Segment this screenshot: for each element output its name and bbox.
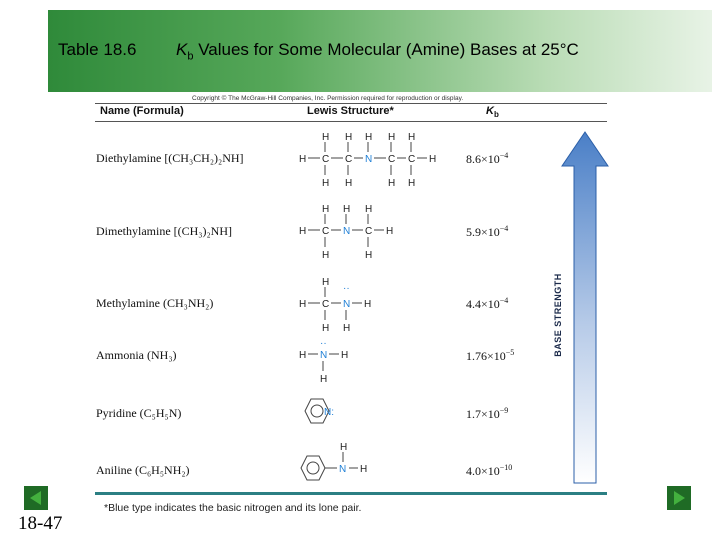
triangle-left-icon <box>24 486 48 510</box>
svg-text:H: H <box>429 154 437 165</box>
top-rule <box>95 103 607 104</box>
kb-value-methylamine <box>466 296 508 312</box>
kb-exponent: −4 <box>499 224 509 233</box>
kb-value-dimethylamine <box>466 224 508 240</box>
row-name-pyridine: Pyridine (C₅H₅N) <box>96 406 182 420</box>
svg-text:C: C <box>408 154 416 165</box>
svg-text:N: N <box>343 299 351 310</box>
lewis-aniline <box>295 440 395 486</box>
svg-text:N: N <box>320 350 328 361</box>
table-title <box>176 40 579 62</box>
kb-mantissa: 4.0×10 <box>466 464 500 478</box>
row-name-aniline: Aniline (C₆H₅NH₂) <box>96 463 190 477</box>
copyright-notice: Copyright © The McGraw-Hill Companies, Inc. Permission required for reproduction or display. <box>192 95 464 102</box>
svg-text:C: C <box>322 226 330 237</box>
svg-text:H: H <box>345 132 353 143</box>
kb-mantissa: 4.4×10 <box>466 297 500 311</box>
kb-value-pyridine <box>466 406 508 422</box>
svg-text:··: ·· <box>343 283 350 294</box>
svg-text:H: H <box>343 323 351 333</box>
row-name-ammonia: Ammonia (NH₃) <box>96 348 177 362</box>
kb-subscript: b <box>187 50 194 63</box>
svg-text:H: H <box>299 226 307 237</box>
svg-text:H: H <box>386 226 394 237</box>
column-header-structure: Lewis Structure* <box>307 105 394 117</box>
svg-text:H: H <box>322 277 330 288</box>
kb-exponent: −4 <box>499 296 509 305</box>
svg-text:H: H <box>408 178 416 188</box>
lewis-pyridine <box>295 396 375 430</box>
svg-text:H: H <box>322 250 330 260</box>
kb-header-symbol: K <box>486 105 494 117</box>
svg-text:H: H <box>365 204 373 215</box>
lewis-methylamine <box>295 275 395 333</box>
svg-text:H: H <box>364 299 372 310</box>
svg-text:H: H <box>299 299 307 310</box>
svg-text:C: C <box>365 226 373 237</box>
svg-text:N: N <box>365 154 373 165</box>
kb-exponent: −10 <box>499 463 513 472</box>
title-text: Values for Some Molecular (Amine) Bases at 25°C <box>193 40 579 59</box>
svg-text:H: H <box>320 374 328 385</box>
kb-value-aniline <box>466 463 512 479</box>
kb-mantissa: 5.9×10 <box>466 225 500 239</box>
svg-text:H: H <box>322 132 330 143</box>
svg-text:H: H <box>408 132 416 143</box>
svg-text:C: C <box>322 299 330 310</box>
kb-header-subscript: b <box>493 110 499 120</box>
svg-text:H: H <box>388 132 396 143</box>
kb-exponent: −5 <box>505 348 515 357</box>
kb-symbol: K <box>176 40 188 59</box>
slide-number: 18-47 <box>18 513 63 534</box>
next-slide-button[interactable] <box>667 486 691 510</box>
triangle-right-icon <box>667 486 691 510</box>
kb-mantissa: 1.7×10 <box>466 407 500 421</box>
footnote: *Blue type indicates the basic nitrogen and its lone pair. <box>104 502 362 514</box>
svg-text:H: H <box>343 204 351 215</box>
base-strength-label: BASE STRENGTH <box>553 273 563 357</box>
kb-mantissa: 1.76×10 <box>466 349 506 363</box>
svg-text:H: H <box>345 178 353 188</box>
kb-mantissa: 8.6×10 <box>466 152 500 166</box>
svg-text:N:: N: <box>324 407 334 418</box>
svg-text:H: H <box>299 154 307 165</box>
svg-text:H: H <box>322 323 330 333</box>
svg-text:H: H <box>340 442 348 453</box>
svg-text:H: H <box>360 464 368 475</box>
lewis-dimethylamine <box>295 202 415 260</box>
lewis-ammonia <box>295 338 375 386</box>
svg-text:C: C <box>345 154 353 165</box>
previous-slide-button[interactable] <box>24 486 48 510</box>
bottom-rule <box>95 492 607 495</box>
row-name-methylamine: Methylamine (CH₃NH₂) <box>96 296 214 310</box>
row-name-diethylamine: Diethylamine [(CH₃CH₂)₂NH] <box>96 151 244 165</box>
svg-text:N: N <box>343 226 351 237</box>
table-number: Table 18.6 <box>58 40 137 59</box>
lewis-diethylamine <box>295 130 445 188</box>
svg-text:H: H <box>388 178 396 188</box>
kb-exponent: −4 <box>499 151 509 160</box>
svg-text:H: H <box>322 178 330 188</box>
header-rule <box>95 121 607 122</box>
svg-text:H: H <box>365 250 373 260</box>
kb-value-diethylamine <box>466 151 508 167</box>
svg-text:··: ·· <box>320 338 327 349</box>
kb-value-ammonia <box>466 348 514 364</box>
column-header-kb <box>486 105 499 119</box>
svg-text:N: N <box>339 464 347 475</box>
row-name-dimethylamine: Dimethylamine [(CH₃)₂NH] <box>96 224 233 238</box>
svg-text:C: C <box>322 154 330 165</box>
kb-exponent: −9 <box>499 406 509 415</box>
base-strength-arrow <box>560 130 610 485</box>
svg-text:H: H <box>365 132 373 143</box>
svg-text:H: H <box>299 350 307 361</box>
column-header-name: Name (Formula) <box>100 105 184 117</box>
svg-text:C: C <box>388 154 396 165</box>
svg-text:H: H <box>341 350 349 361</box>
svg-text:H: H <box>322 204 330 215</box>
